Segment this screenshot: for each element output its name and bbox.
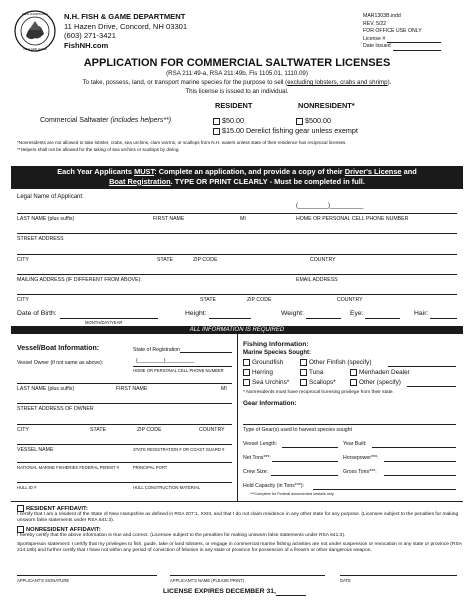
dept-phone: (603) 271-3421 — [64, 31, 116, 40]
horsepower-label: Horsepower***: — [343, 455, 379, 461]
zip-label: ZIP CODE — [193, 257, 218, 263]
owner-phone-line[interactable] — [133, 366, 232, 367]
country-label: COUNTRY — [310, 257, 336, 263]
weight-label: Weight: — [281, 310, 304, 317]
required-bar: ALL INFORMATION IS REQUIRED — [11, 326, 463, 334]
permit-line[interactable] — [17, 462, 232, 463]
other-option[interactable]: Other (specify) — [350, 379, 401, 386]
office-use-label: FOR OFFICE USE ONLY — [363, 28, 422, 35]
eye-label: Eye: — [350, 310, 364, 317]
horsepower-field[interactable] — [384, 461, 456, 462]
note-nonresident: *Nonresidents are not allowed to take lobster, crabs, sea urchins, clam worms, or scallops from N.H. waters unless state of their residence has reciprocal licenses. — [17, 140, 347, 145]
doc-rev: REV. 5/22 — [363, 20, 387, 27]
resident-affidavit-checkbox[interactable] — [17, 505, 24, 512]
nonresident-heading: NONRESIDENT* — [298, 101, 355, 110]
owner-city-line[interactable] — [17, 424, 232, 425]
urchins-checkbox[interactable] — [243, 379, 250, 386]
principal-port-label: PRINCIPAL PORT — [133, 465, 168, 470]
eye-field[interactable] — [365, 318, 400, 319]
dob-field[interactable] — [60, 318, 158, 319]
owner-mi-label: MI — [221, 386, 227, 392]
hull-line[interactable] — [17, 482, 232, 483]
herring-checkbox[interactable] — [243, 369, 250, 376]
reciprocal-note: * Nonresidents must have reciprocal licensing privilege from their state. — [243, 390, 394, 395]
license-expires: LICENSE EXPIRES DECEMBER 31, — [163, 588, 276, 595]
dept-name: N.H. FISH & GAME DEPARTMENT — [64, 12, 186, 21]
home-phone-label: HOME OR PERSONAL CELL PHONE NUMBER — [296, 216, 409, 222]
urchins-option[interactable]: Sea Urchins* — [243, 379, 289, 386]
fishing-heading: Fishing Information: — [243, 341, 309, 348]
mi-label: MI — [240, 216, 246, 222]
resident-heading: RESIDENT — [215, 101, 253, 110]
legal-name-label: Legal Name of Applicant: — [17, 194, 84, 200]
state-registration-label: State of Registration — [133, 347, 181, 353]
crew-size-field[interactable] — [271, 475, 338, 476]
owner-city-label: CITY — [17, 427, 29, 433]
owner-name-line[interactable] — [17, 383, 232, 384]
vessel-name-line[interactable] — [17, 444, 232, 445]
hair-field[interactable] — [430, 318, 457, 319]
herring-option[interactable]: Herring — [243, 369, 273, 376]
net-tons-field[interactable] — [272, 461, 338, 462]
mailing-city-line[interactable] — [17, 294, 457, 295]
resident-affidavit-text: I certify that I am a resident of the State of New Hampshire as defined in RSA 207:1, XXIII, and that I do not claim residence in any other state for any purpose. (Licensee subject to the penalties for making unsworn false statements under RSA 641:3). — [17, 512, 459, 523]
resident-option[interactable]: $50.00 — [213, 116, 244, 125]
nonresident-option[interactable]: $500.00 — [296, 116, 331, 125]
intro-line: To take, possess, land, or transport marine species for the purpose to sell (excluding lobsters, crabs and shrimp). — [82, 79, 392, 86]
vessel-length-field[interactable] — [282, 447, 338, 448]
street-line[interactable] — [17, 233, 457, 234]
svg-text:NEW HAMPSHIRE: NEW HAMPSHIRE — [22, 12, 48, 16]
gear-heading: Gear Information: — [243, 400, 297, 407]
tuna-option[interactable]: Tuna — [300, 369, 323, 376]
scallops-option[interactable]: Scallops* — [300, 379, 336, 386]
hull-id-label: HULL ID # — [17, 485, 37, 490]
resident-checkbox[interactable] — [213, 118, 220, 125]
instructions-banner: Each Year Applicants MUST: Complete an application, and provide a copy of their Driver's License and Boat Registration. TYPE OR PRINT CLEARLY - Must be completed in full. — [11, 166, 463, 189]
owner-zip-label: ZIP CODE — [137, 427, 162, 433]
gear-type-field[interactable] — [243, 424, 456, 425]
city-line[interactable] — [17, 254, 457, 255]
weight-field[interactable] — [306, 318, 341, 319]
year-built-field[interactable] — [372, 447, 456, 448]
hold-capacity-field[interactable] — [313, 489, 456, 490]
resident-affidavit-option[interactable]: RESIDENT AFFIDAVIT: — [17, 505, 88, 512]
species-sought-heading: Marine Species Sought: — [243, 350, 312, 356]
last-name-label: LAST NAME (plus suffix) — [17, 216, 75, 222]
note-helpers: **Helpers shall not be allowed for the taking of sea urchins or scallops by diving. — [17, 147, 180, 152]
other-checkbox[interactable] — [350, 379, 357, 386]
other-finfish-checkbox[interactable] — [300, 359, 307, 366]
license-number-label: License # — [363, 35, 386, 42]
office-use-block — [363, 13, 441, 51]
gross-tons-field[interactable] — [384, 475, 456, 476]
license-type: Commercial Saltwater (includes helpers**) — [40, 117, 172, 124]
hold-capacity-label: Hold Capacity (in Tons***): — [243, 483, 305, 489]
date-issued-label: Date Issued — [363, 43, 391, 50]
registration-number-label: STATE REGISTRATION # OR COAST GUARD # — [133, 447, 225, 452]
other-species-field[interactable] — [407, 386, 456, 387]
first-name-label: FIRST NAME — [153, 216, 185, 222]
signature-field[interactable] — [17, 575, 157, 576]
mailing-city-label: CITY — [17, 297, 29, 303]
owner-last-name-label: LAST NAME (plus suffix) — [17, 386, 75, 392]
mailing-label: MAILING ADDRESS (IF DIFFERENT FROM ABOVE): — [17, 277, 142, 283]
printed-name-label: APPLICANT'S NAME (PLEASE PRINT) — [170, 578, 245, 583]
affidavit-rule — [11, 501, 463, 502]
dob-format: MONTH/DAY/YEAR — [85, 320, 123, 325]
owner-first-name-label: FIRST NAME — [116, 386, 148, 392]
date-field[interactable] — [340, 575, 457, 576]
groundfish-checkbox[interactable] — [243, 359, 250, 366]
rsa-citation: (RSA 211:49-a, RSA 211:49b, Fis 1105.01, 1110.09) — [166, 70, 308, 77]
owner-state-label: STATE — [90, 427, 106, 433]
state-registration-field[interactable] — [180, 352, 232, 353]
crew-size-label: Crew Size: — [243, 469, 269, 475]
name-line[interactable] — [17, 213, 457, 214]
other-finfish-option[interactable]: Other Finfish (specify) — [300, 359, 372, 366]
owner-phone-blank: (_________)__________ — [136, 358, 195, 364]
menhaden-checkbox[interactable] — [350, 369, 357, 376]
owner-address-label: STREET ADDRESS OF OWNER — [17, 406, 94, 412]
owner-country-label: COUNTRY — [199, 427, 225, 433]
gear-type-label: Type of Gear(s) used to harvest species sought — [243, 427, 352, 433]
svg-text:FISH AND GAME: FISH AND GAME — [23, 47, 47, 51]
mailing-country-label: COUNTRY — [337, 297, 363, 303]
vessel-owner-label: Vessel Owner (if not same as above): — [17, 360, 104, 366]
section-divider — [237, 334, 238, 501]
menhaden-option[interactable]: Menhaden Dealer — [350, 369, 410, 376]
tuna-checkbox[interactable] — [300, 369, 307, 376]
vessel-length-label: Vessel Length: — [243, 441, 278, 447]
home-phone-blank: (_________)__________ — [296, 203, 364, 209]
owner-address-line[interactable] — [17, 403, 232, 404]
mailing-zip-label: ZIP CODE — [247, 297, 272, 303]
derelict-checkbox[interactable] — [213, 128, 220, 135]
email-label: EMAIL ADDRESS — [296, 277, 338, 283]
owner-phone-label: HOME OR PERSONAL CELL PHONE NUMBER — [133, 368, 224, 373]
agency-seal — [14, 10, 56, 52]
printed-name-field[interactable] — [170, 575, 325, 576]
intro-line-2: This license is issued to an individual. — [185, 88, 289, 95]
nonresident-affidavit-option[interactable]: NONRESIDENT AFFIDAVIT: — [17, 526, 101, 533]
nonresident-checkbox[interactable] — [296, 118, 303, 125]
groundfish-option[interactable]: Groundfish — [243, 359, 283, 366]
net-tons-label: Net Tons***: — [243, 455, 271, 461]
date-label: DATE — [340, 578, 351, 583]
vessel-name-label: VESSEL NAME — [17, 447, 54, 453]
sportsperson-statement: Sportsperson statement: I certify that my privileges to fish, guide, take or land lobsters, or engage in commercial marine fishing activities are not under suspension or revocation in any state or province (RSA 214:18b) and further certify that I have not within any period of conviction of felonies in any state or province for possession of a firearm or other dangerous weapon. — [17, 542, 462, 553]
doc-id: MAR1303B.indd — [363, 13, 401, 19]
dept-address: 11 Hazen Drive, Concord, NH 03301 — [64, 21, 188, 31]
vessel-heading: Vessel/Boat Information: — [17, 345, 100, 352]
state-label: STATE — [157, 257, 173, 263]
city-label: CITY — [17, 257, 29, 263]
dob-label: Date of Birth: — [17, 310, 57, 317]
federal-note: ***Complete for Federal documented vessels only. — [250, 492, 335, 496]
expires-year-field[interactable] — [276, 595, 306, 596]
gross-tons-label: Gross Tons***: — [343, 469, 377, 475]
derelict-option[interactable]: $15.00 Derelict fishing gear unless exempt — [213, 126, 358, 135]
dept-header — [64, 12, 187, 50]
other-finfish-field[interactable] — [388, 366, 456, 367]
nonresident-affidavit-checkbox[interactable] — [17, 526, 24, 533]
hull-material-label: HULL CONSTRUCTION MATERIAL — [133, 485, 201, 490]
hair-label: Hair: — [414, 310, 429, 317]
scallops-checkbox[interactable] — [300, 379, 307, 386]
federal-permit-label: NATIONAL MARINE FISHERIES FEDERAL PERMIT # — [17, 465, 119, 470]
year-built-label: Year Built: — [343, 441, 367, 447]
height-label: Height: — [185, 310, 207, 317]
signature-label: APPLICANT'S SIGNATURE — [17, 578, 70, 583]
street-label: STREET ADDRESS — [17, 236, 64, 242]
nonresident-affidavit-text: I hereby certify that the above information is true and correct. (Licensee subject to the penalties for making unsworn false statements under RSA 641:3). — [17, 533, 346, 538]
mailing-state-label: STATE — [200, 297, 216, 303]
height-field[interactable] — [209, 318, 251, 319]
dept-website: FishNH.com — [64, 40, 109, 50]
mailing-line[interactable] — [17, 274, 457, 275]
page-title: APPLICATION FOR COMMERCIAL SALTWATER LICENSES — [83, 57, 391, 69]
